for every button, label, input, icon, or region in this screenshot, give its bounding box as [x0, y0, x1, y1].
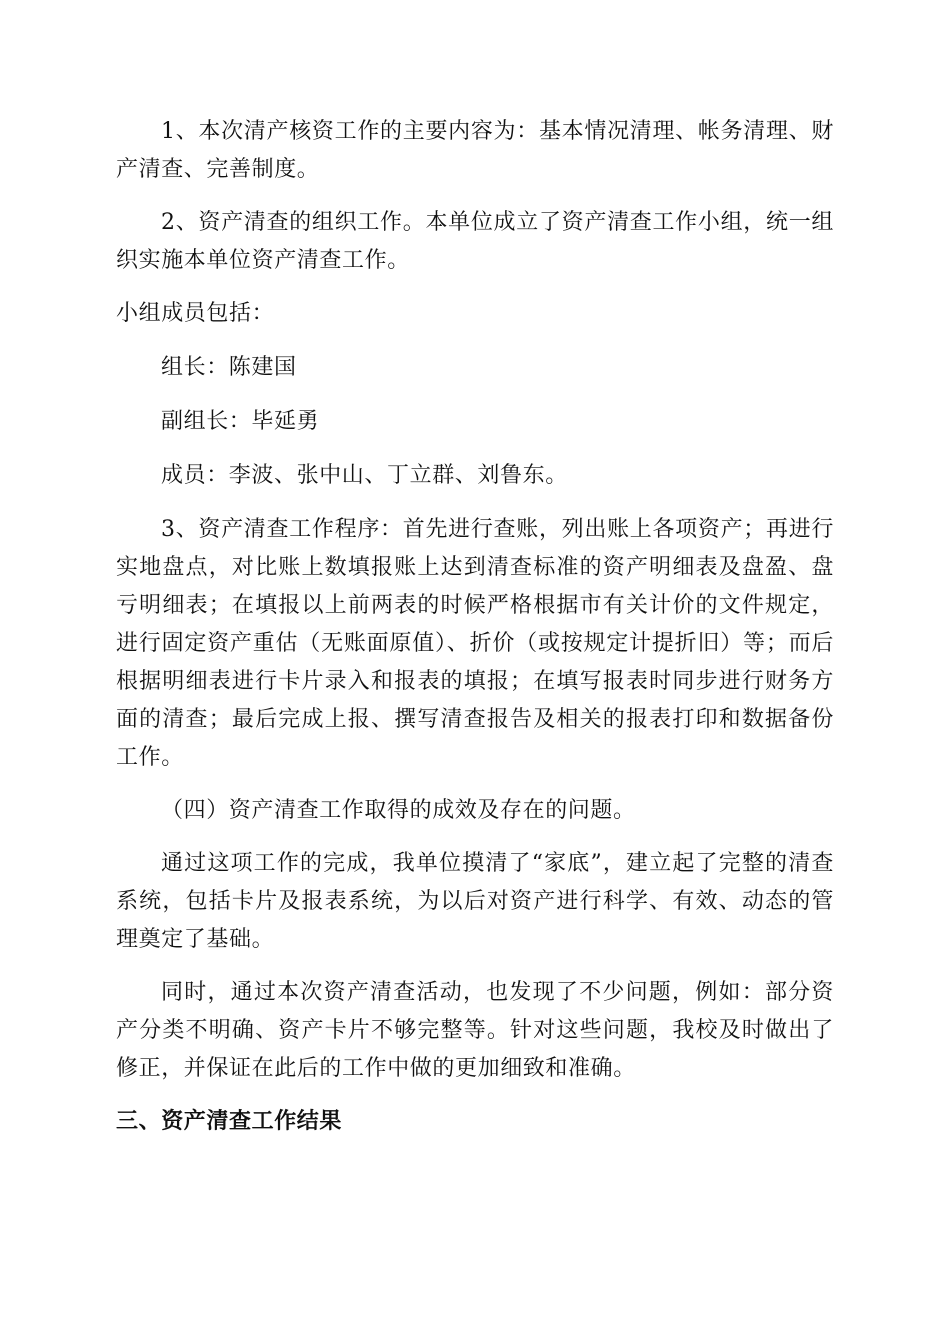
section-heading-results: 三、资产清查工作结果 — [116, 1109, 343, 1134]
paragraph-achievements: 通过这项工作的完成，我单位摸清了“家底”，建立起了完整的清查系统，包括卡片及报表系统，为以后对资产进行科学、有效、动态的管理奠定了基础。 — [116, 851, 834, 952]
paragraph-subsection-four: （四）资产清查工作取得的成效及存在的问题。 — [161, 798, 636, 823]
paragraph-main-content: 1、本次清产核资工作的主要内容为：基本情况清理、帐务清理、财产清查、完善制度。 — [116, 119, 834, 182]
paragraph-leader: 组长：陈建国 — [161, 355, 297, 380]
paragraph-members-intro: 小组成员包括： — [116, 301, 275, 326]
paragraph-members: 成员：李波、张中山、丁立群、刘鲁东。 — [161, 463, 568, 488]
paragraph-problems: 同时，通过本次资产清查活动，也发现了不少问题，例如：部分资产分类不明确、资产卡片不够完整等。针对这些问题，我校及时做出了修正，并保证在此后的工作中做的更加细致和准确。 — [116, 980, 834, 1081]
paragraph-deputy-leader: 副组长：毕延勇 — [161, 409, 320, 434]
paragraph-organization: 2、资产清查的组织工作。本单位成立了资产清查工作小组，统一组织实施本单位资产清查工作。 — [116, 210, 834, 273]
paragraph-procedure: 3、资产清查工作程序：首先进行查账，列出账上各项资产；再进行实地盘点，对比账上数填报账上达到清查标准的资产明细表及盘盈、盘亏明细表；在填报以上前两表的时候严格根据市有关计价的文件规定，进行固定资产重估（无账面原值）、折价（或按规定计提折旧）等；而后根据明细表进行卡片录入和报表的填报；在填写报表时同步进行财务方面的清查；最后完成上报、撰写清查报告及相关的报表打印和数据备份工作。 — [116, 517, 834, 770]
document-page — [116, 113, 834, 1141]
